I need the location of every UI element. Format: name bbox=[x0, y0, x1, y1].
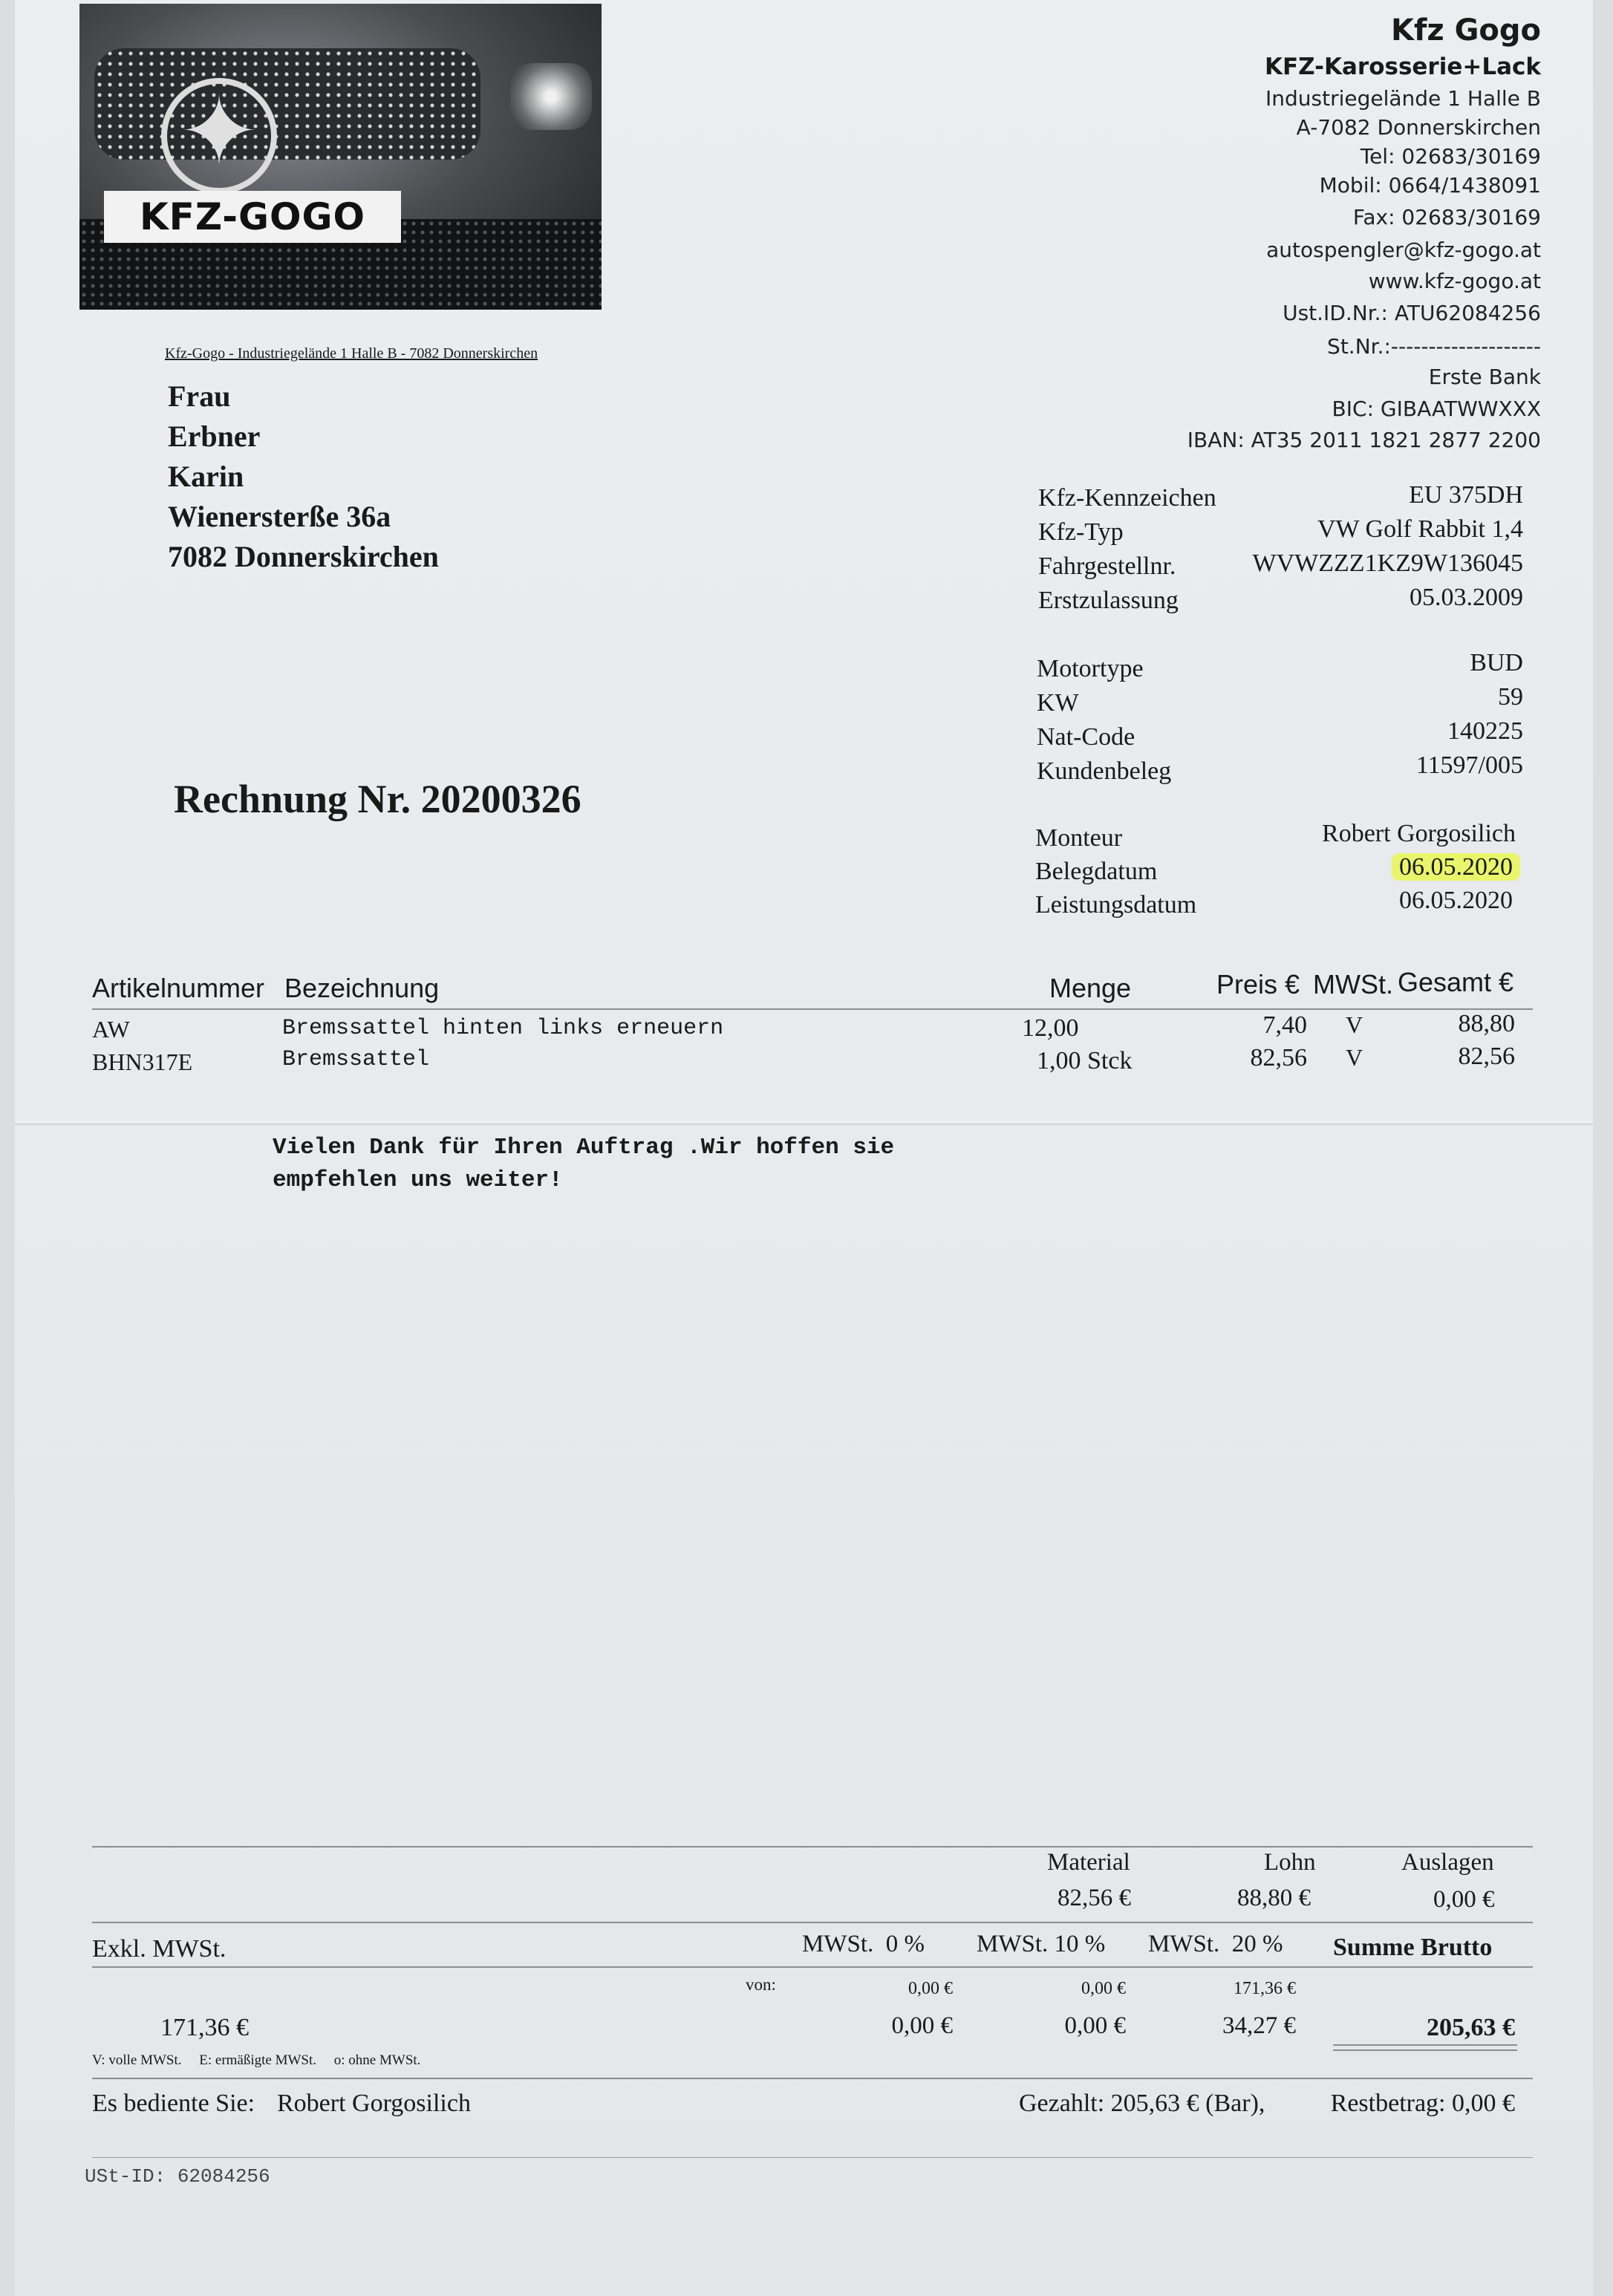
totals-top-rule bbox=[92, 1846, 1533, 1847]
mwst10-label: MWSt. 10 % bbox=[977, 1931, 1106, 1957]
vehicle-value-vin: WVWZZZ1KZ9W136045 bbox=[1252, 549, 1523, 577]
footer-top-rule bbox=[92, 2078, 1533, 2079]
engine-label-receipt: Kundenbeleg bbox=[1037, 757, 1172, 785]
row-preis: 7,40 bbox=[1262, 1011, 1307, 1039]
lohn-value: 88,80 € bbox=[1237, 1885, 1311, 1911]
engine-value-kw: 59 bbox=[1498, 683, 1523, 711]
row-gesamt: 88,80 bbox=[1458, 1010, 1515, 1037]
row-gesamt: 82,56 bbox=[1458, 1043, 1515, 1070]
von-base-0: 0,00 € bbox=[908, 1979, 953, 1998]
thanks-line-2: empfehlen uns weiter! bbox=[273, 1167, 563, 1193]
tax-0-value: 0,00 € bbox=[891, 2012, 953, 2039]
col-gesamt: Gesamt € bbox=[1398, 967, 1514, 997]
sender-line: Kfz-Gogo - Industriegelände 1 Halle B - 7082 Donnerskirchen bbox=[165, 345, 538, 362]
lohn-label: Lohn bbox=[1264, 1849, 1316, 1876]
row-mwst: V bbox=[1346, 1044, 1363, 1071]
ustid-rule bbox=[92, 2157, 1533, 2158]
material-value: 82,56 € bbox=[1058, 1885, 1131, 1911]
recipient-salutation: Frau bbox=[168, 379, 231, 413]
recipient-city: 7082 Donnerskirchen bbox=[168, 540, 439, 573]
row-artikel: BHN317E bbox=[92, 1048, 193, 1075]
engine-label-natcode: Nat-Code bbox=[1037, 723, 1135, 751]
von-base-10: 0,00 € bbox=[1081, 1979, 1126, 1998]
highlighted-date: 06.05.2020 bbox=[1392, 853, 1520, 881]
vehicle-value-plate: EU 375DH bbox=[1409, 481, 1523, 509]
mercedes-star-icon: ✦ bbox=[161, 78, 277, 194]
company-vat-id: Ust.ID.Nr.: ATU62084256 bbox=[1283, 301, 1541, 325]
row-mwst: V bbox=[1346, 1011, 1363, 1038]
mwst-legend: V: volle MWSt. E: ermäßigte MWSt. o: ohne MWSt. bbox=[92, 2052, 421, 2068]
tax-20-value: 34,27 € bbox=[1222, 2012, 1296, 2039]
date-label-service: Leistungsdatum bbox=[1035, 891, 1197, 919]
totals-middle-rule bbox=[92, 1922, 1533, 1923]
company-bank: Erste Bank bbox=[1428, 365, 1541, 389]
company-address-line: Industriegelände 1 Halle B bbox=[1265, 86, 1541, 111]
recipient-street: Wienersterße 36a bbox=[168, 500, 391, 533]
col-bezeichnung: Bezeichnung bbox=[284, 973, 440, 1003]
col-preis: Preis € bbox=[1216, 969, 1300, 999]
company-tax-nr: St.Nr.:-------------------- bbox=[1327, 334, 1541, 359]
mwst20-label: MWSt. 20 % bbox=[1148, 1931, 1283, 1957]
company-city: A-7082 Donnerskirchen bbox=[1296, 115, 1541, 140]
vehicle-label-type: Kfz-Typ bbox=[1038, 518, 1124, 546]
col-menge: Menge bbox=[1049, 973, 1132, 1003]
table-header-rule bbox=[92, 1008, 1533, 1010]
tax-10-value: 0,00 € bbox=[1064, 2012, 1126, 2039]
recipient-firstname: Karin bbox=[168, 460, 244, 493]
summe-brutto-value: 205,63 € bbox=[1427, 2014, 1515, 2041]
paid-amount: Gezahlt: 205,63 € (Bar), bbox=[1019, 2090, 1265, 2117]
company-name: Kfz Gogo bbox=[1390, 13, 1541, 48]
vehicle-value-registration: 05.03.2009 bbox=[1410, 584, 1523, 611]
company-iban: IBAN: AT35 2011 1821 2877 2200 bbox=[1187, 428, 1541, 452]
recipient-surname: Erbner bbox=[168, 420, 261, 453]
row-bezeichnung: Bremssattel bbox=[282, 1047, 430, 1072]
row-menge: 12,00 bbox=[1022, 1014, 1079, 1042]
mwst0-label: MWSt. 0 % bbox=[802, 1931, 925, 1957]
company-email: autospengler@kfz-gogo.at bbox=[1266, 238, 1541, 262]
logo-grille bbox=[94, 48, 480, 160]
summe-underline-2 bbox=[1333, 2049, 1517, 2051]
date-label-document: Belegdatum bbox=[1035, 858, 1158, 885]
von-label: von: bbox=[746, 1975, 776, 1994]
logo-brand-text: KFZ-GOGO bbox=[104, 191, 401, 243]
company-phone: Tel: 02683/30169 bbox=[1360, 144, 1541, 169]
engine-label-type: Motortype bbox=[1037, 655, 1144, 682]
row-preis: 82,56 bbox=[1250, 1044, 1307, 1072]
company-mobile: Mobil: 0664/1438091 bbox=[1319, 173, 1541, 198]
company-logo bbox=[79, 4, 602, 310]
served-by-name: Robert Gorgosilich bbox=[277, 2090, 471, 2117]
date-value-service: 06.05.2020 bbox=[1399, 887, 1513, 914]
engine-value-type: BUD bbox=[1470, 649, 1523, 676]
summe-brutto-label: Summe Brutto bbox=[1333, 1934, 1493, 1961]
vehicle-label-vin: Fahrgestellnr. bbox=[1038, 552, 1176, 580]
engine-value-natcode: 140225 bbox=[1447, 717, 1523, 745]
engine-label-kw: KW bbox=[1037, 689, 1079, 717]
company-bic: BIC: GIBAATWWXXX bbox=[1332, 397, 1541, 421]
date-value-mechanic: Robert Gorgosilich bbox=[1322, 820, 1516, 847]
col-artikelnummer: Artikelnummer bbox=[92, 973, 265, 1003]
row-artikel: AW bbox=[92, 1016, 130, 1043]
engine-value-receipt: 11597/005 bbox=[1415, 751, 1523, 779]
company-fax: Fax: 02683/30169 bbox=[1352, 205, 1541, 229]
row-bezeichnung: Bremssattel hinten links erneuern bbox=[282, 1016, 724, 1041]
ust-id: USt-ID: 62084256 bbox=[85, 2165, 270, 2188]
remaining-amount: Restbetrag: 0,00 € bbox=[1330, 2090, 1515, 2117]
date-value-document bbox=[1392, 853, 1520, 881]
vehicle-value-type: VW Golf Rabbit 1,4 bbox=[1317, 515, 1523, 543]
auslagen-value: 0,00 € bbox=[1433, 1886, 1495, 1913]
company-tagline: KFZ-Karosserie+Lack bbox=[1264, 53, 1541, 80]
von-base-20: 171,36 € bbox=[1234, 1979, 1296, 1998]
auslagen-label: Auslagen bbox=[1401, 1849, 1494, 1876]
date-label-mechanic: Monteur bbox=[1035, 824, 1123, 852]
invoice-title: Rechnung Nr. 20200326 bbox=[174, 777, 581, 821]
thanks-line-1: Vielen Dank für Ihren Auftrag .Wir hoffen sie bbox=[273, 1135, 895, 1161]
headlight-icon bbox=[510, 63, 592, 130]
totals-lower-rule bbox=[92, 1966, 1533, 1968]
row-menge: 1,00 Stck bbox=[1037, 1047, 1133, 1074]
exkl-mwst-label: Exkl. MWSt. bbox=[92, 1935, 227, 1963]
summe-underline-1 bbox=[1333, 2044, 1517, 2046]
vehicle-label-registration: Erstzulassung bbox=[1038, 587, 1179, 614]
col-mwst: MWSt. bbox=[1313, 969, 1393, 999]
material-label: Material bbox=[1047, 1849, 1130, 1876]
served-by-label: Es bediente Sie: bbox=[92, 2090, 255, 2117]
vehicle-label-plate: Kfz-Kennzeichen bbox=[1038, 484, 1216, 512]
company-website: www.kfz-gogo.at bbox=[1368, 269, 1541, 293]
exkl-mwst-value: 171,36 € bbox=[160, 2014, 249, 2041]
invoice-paper bbox=[15, 0, 1593, 2296]
paper-fold bbox=[15, 1121, 1593, 1125]
